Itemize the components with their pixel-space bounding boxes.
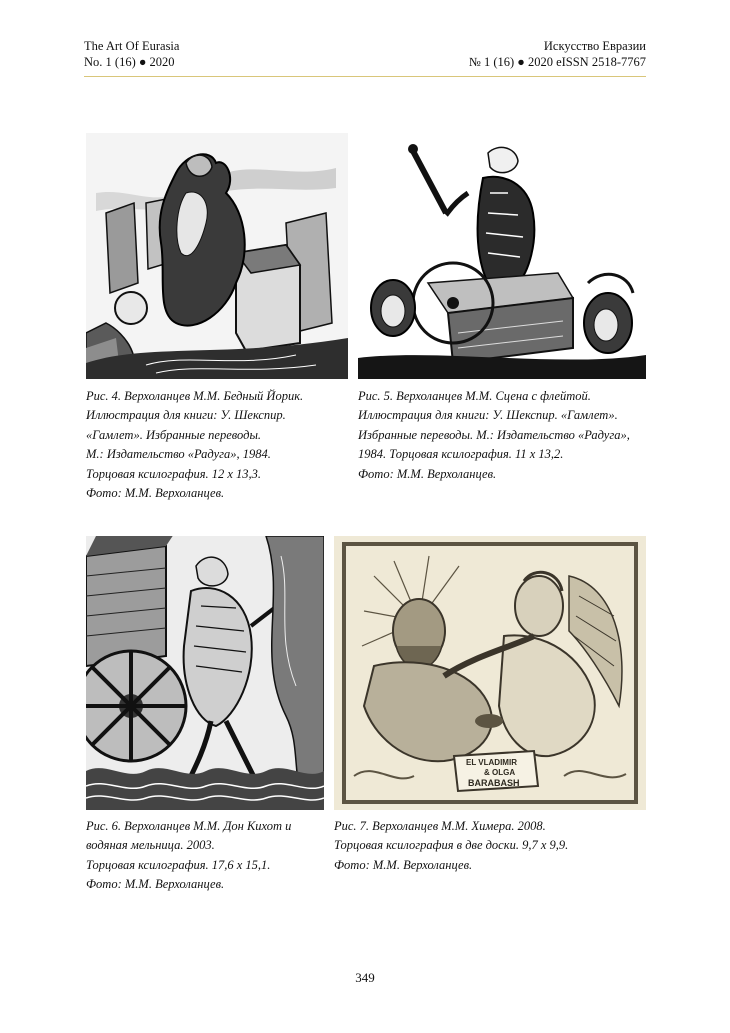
page-number: 349	[355, 970, 375, 985]
bookplate-line-1: EL VLADIMIR	[466, 758, 517, 767]
caption-line: Фото: М.М. Верхоланцев.	[334, 857, 473, 872]
caption-line: Рис. 7. Верхоланцев М.М. Химера. 2008.	[334, 819, 546, 833]
header-right	[469, 38, 646, 70]
figure-7-caption	[334, 817, 568, 875]
caption-line: Рис. 5. Верхоланцев М.М. Сцена с флейтой.	[358, 389, 591, 403]
caption-line: М.: Издательство «Радуга», 1984.	[86, 447, 271, 462]
caption-line: Иллюстрация для книги: У. Шекспир.	[86, 408, 286, 423]
header-left	[84, 38, 179, 70]
figure-4-image	[86, 133, 348, 379]
caption-line: Рис. 4. Верхоланцев М.М. Бедный Йорик.	[86, 389, 304, 403]
caption-line: «Гамлет». Избранные переводы.	[86, 427, 262, 442]
journal-title-en: The Art Of Eurasia	[84, 39, 180, 53]
figure-4-caption	[86, 387, 303, 503]
header-rule	[84, 76, 646, 77]
figure-5-image	[358, 133, 646, 379]
figure-6-image	[86, 536, 324, 810]
caption-line: Торцовая ксилография. 17,6 х 15,1.	[86, 857, 271, 872]
journal-title-ru: Искусство Евразии	[543, 39, 646, 53]
issue-ru: № 1 (16) ● 2020 eISSN 2518-7767	[468, 55, 646, 69]
figure-6-caption	[86, 817, 291, 895]
bookplate-line-2: & OLGA	[484, 768, 516, 777]
figure-5-caption	[358, 387, 630, 484]
caption-line: Фото: М.М. Верхоланцев.	[86, 486, 225, 501]
caption-line: Торцовая ксилография в две доски. 9,7 х 9,9.	[334, 838, 569, 853]
caption-line: Фото: М.М. Верхоланцев.	[358, 466, 497, 481]
caption-line: Фото: М.М. Верхоланцев.	[86, 877, 225, 892]
bookplate-line-3: BARABASH	[468, 778, 520, 788]
caption-line: Рис. 6. Верхоланцев М.М. Дон Кихот и	[86, 819, 292, 833]
caption-line: водяная мельница. 2003.	[86, 838, 215, 853]
caption-line: Иллюстрация для книги: У. Шекспир. «Гамлет».	[358, 408, 618, 423]
issue-en: No. 1 (16) ● 2020	[84, 55, 175, 69]
caption-line: Торцовая ксилография. 12 х 13,3.	[86, 466, 262, 481]
caption-line: 1984. Торцовая ксилография. 11 х 13,2.	[358, 447, 564, 462]
figure-7-image	[334, 536, 646, 810]
caption-line: Избранные переводы. М.: Издательство «Радуга»,	[358, 427, 630, 442]
